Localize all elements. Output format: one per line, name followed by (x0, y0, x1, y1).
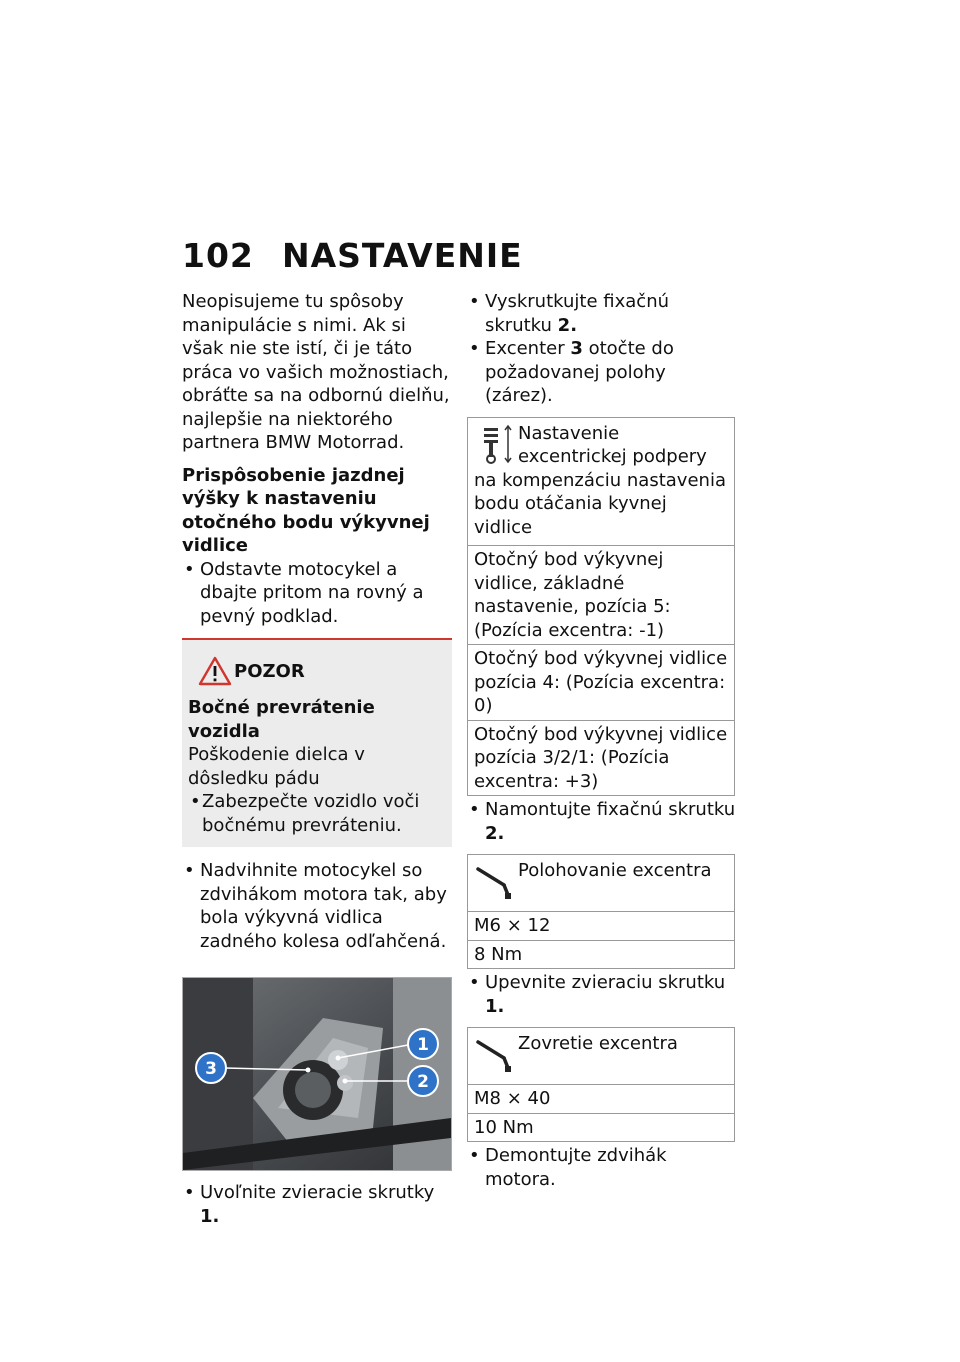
table-row: Otočný bod výkyvnej vidlice pozícia 3/2/1: (Pozícia excentra: +3) (474, 723, 728, 792)
page-title: NASTAVENIE (282, 236, 523, 275)
callout-3 (196, 1053, 226, 1083)
torque-wrench-icon (474, 859, 516, 903)
bullet-dot: • (184, 558, 195, 580)
eccentric-clamping-table (467, 1027, 735, 1142)
eccentric-positioning-table (467, 854, 735, 969)
warning-text: Poškodenie dielca v dôsledku pádu (188, 744, 365, 789)
warning-label: POZOR (234, 661, 305, 682)
left-column (182, 290, 452, 1228)
gauge-measure-icon (474, 422, 516, 466)
intro-paragraph: Neopisujeme tu spôsoby manipulácie s nimi. Ak si však nie ste istí, či je táto práca vo vašich možnostiach, obráťte sa na odbornú dielňu, najlepšie na niektorého partnera BMW Motorrad. (182, 291, 450, 453)
bullet-dot: • (184, 1182, 195, 1203)
swingarm-photo (182, 977, 452, 1171)
table-row: M8 × 40 (468, 1085, 734, 1114)
bullet-dot: • (469, 972, 480, 993)
step-unscrew-fixing-screw: • Vyskrutkujte fixačnú skrutku 2. (469, 291, 670, 336)
step-lift-motorcycle: • Nadvihnite motocykel so zdvihákom motora tak, aby bola výkyvná vidlica zadného kolesa odľahčená. (184, 860, 447, 952)
section-heading: Prispôsobenie jazdnej výšky k nastaveniu otočného bodu výkyvnej vidlice (182, 464, 430, 556)
bullet-dot: • (469, 291, 480, 312)
table-header (468, 855, 734, 912)
bullet-dot: • (469, 1145, 480, 1166)
step-mount-fixing-screw: • Namontujte fixačnú skrutku 2. (469, 799, 736, 844)
torque-wrench-icon (474, 1032, 516, 1076)
right-column (467, 290, 737, 1191)
table-title: Nastavenie excentrickej podpery na kompenzáciu nastavenia bodu otáčania kyvnej vidlice (474, 422, 726, 538)
table-row: 10 Nm (474, 1116, 534, 1138)
table-row: M6 × 12 (468, 912, 734, 941)
table-header (468, 1028, 734, 1085)
callout-2-label: 2 (417, 1072, 429, 1092)
swingarm-photo-illustration (183, 978, 451, 1170)
bullet-dot: • (190, 791, 201, 812)
step-tighten-clamp-screw: • Upevnite zvieraciu skrutku 1. (469, 972, 726, 1017)
callout-2 (408, 1066, 438, 1096)
eccentric-setting-table (467, 417, 735, 797)
table-row: 8 Nm (474, 943, 523, 965)
table-title: Polohovanie excentra (518, 860, 712, 881)
step-park-motorcycle: • Odstavte motocykel a dbajte pritom na rovný a pevný podklad. (184, 558, 424, 627)
bullet-dot: • (469, 799, 480, 820)
table-row: Otočný bod výkyvnej vidlice, základné nastavenie, pozícia 5: (Pozícia excentra: -1) (468, 546, 734, 645)
bullet-dot: • (469, 338, 480, 359)
warning-box (182, 638, 452, 847)
callout-1-label: 1 (417, 1035, 429, 1055)
callout-1 (408, 1029, 438, 1059)
step-turn-eccentric: • Excenter 3 otočte do požadovanej polohy (zárez). (469, 338, 674, 406)
warning-action: • Zabezpečte vozidlo voči bočnému prevráteniu. (190, 791, 420, 836)
table-header (468, 418, 734, 547)
callout-3-label: 3 (205, 1059, 217, 1079)
warning-headline: Bočné prevrátenie vozidla (188, 697, 375, 742)
step-remove-jack: • Demontujte zdvihák motora. (469, 1145, 667, 1190)
page-number: 102 (182, 236, 254, 275)
warning-header (188, 652, 444, 696)
table-title: Zovretie excentra (518, 1033, 678, 1054)
warning-triangle-icon (198, 656, 232, 686)
step-loosen-clamp-screws: • Uvoľnite zvieracie skrutky 1. (184, 1182, 435, 1227)
bullet-dot: • (184, 860, 195, 881)
table-row: Otočný bod výkyvnej vidlice pozícia 4: (Pozícia excentra: 0) (468, 645, 734, 721)
